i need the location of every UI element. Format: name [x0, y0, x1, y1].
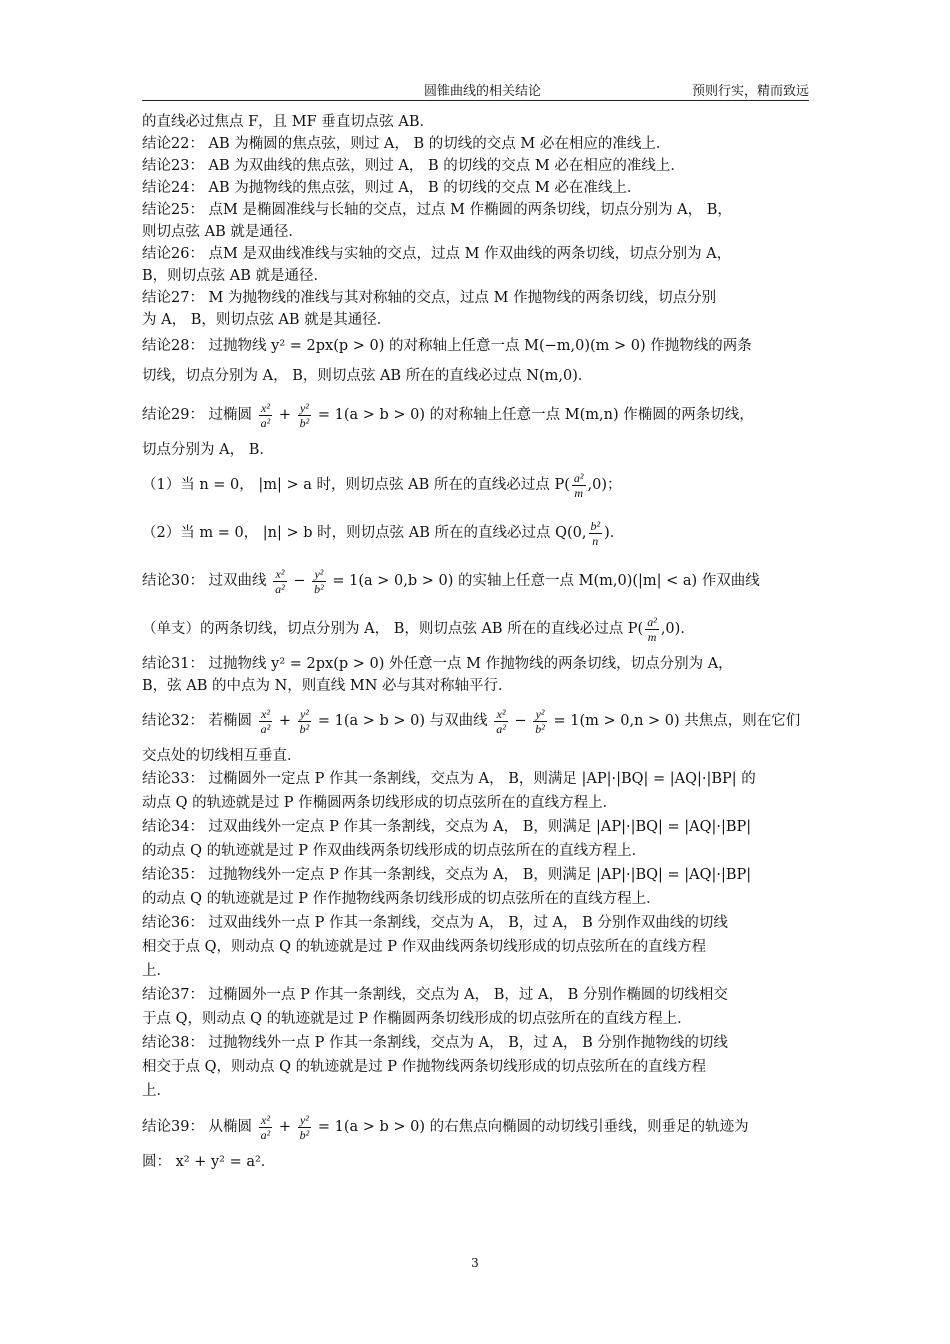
- fraction-denominator: b²: [535, 721, 545, 736]
- conclusion-30-continued: [142, 607, 814, 651]
- text-line: 的动点 Q 的轨迹就是过 P 作双曲线两条切线形成的切点弦所在的直线方程上．: [142, 843, 647, 859]
- text-line: 结论38： 过抛物线外一点 P 作其一条割线，交点为 A， B，过 A， B 分别作抛物线的切线: [142, 1035, 728, 1051]
- text-span: ,0)；: [587, 477, 622, 493]
- fraction-denominator: a²: [496, 721, 506, 736]
- text-line: 相交于点 Q，则动点 Q 的轨迹就是过 P 作双曲线两条切线形成的切点弦所在的直线方程: [142, 939, 707, 955]
- fraction-denominator: b²: [299, 721, 310, 736]
- text-line: 结论25： 点M 是椭圆准线与长轴的交点，过点 M 作椭圆的两条切线，切点分别为 A， B，: [142, 202, 732, 218]
- text-line: 切线，切点分别为 A， B，则切点弦 AB 所在的直线必过点 N(m,0)．: [142, 368, 593, 384]
- fraction: [494, 707, 508, 736]
- text-line: 结论27： M 为抛物线的准线与其对称轴的交点，过点 M 作抛物线的两条切线，切点分别: [142, 290, 717, 306]
- text-line: 结论33： 过椭圆外一定点 P 作其一条割线，交点为 A， B，则满足 |AP|·|BQ| = |AQ|·|BP| 的: [142, 771, 756, 787]
- text-line: 相交于点 Q，则动点 Q 的轨迹就是过 P 作抛物线两条切线形成的切点弦所在的直线方程: [142, 1059, 707, 1075]
- text-line: 结论31： 过抛物线 y² = 2px(p > 0) 外任意一点 M 作抛物线的两条切线，切点分别为 A，: [142, 656, 733, 672]
- operator: −: [509, 713, 532, 729]
- operator: +: [274, 407, 296, 423]
- conclusion-32: [142, 699, 814, 743]
- text-span: （单支）的两条切线，切点分别为 A， B，则切点弦 AB 所在的直线必过点 P(: [142, 621, 644, 637]
- text-line: 上．: [142, 963, 171, 979]
- fraction-denominator: b²: [314, 581, 324, 596]
- conclusion-29-case-2: [142, 511, 814, 555]
- fraction-denominator: b²: [299, 1127, 310, 1142]
- fraction-denominator: a²: [260, 1127, 271, 1142]
- text-span: = 1(a > b > 0) 与双曲线: [313, 713, 493, 729]
- text-line: 的直线必过焦点 F，且 MF 垂直切点弦 AB．: [142, 114, 435, 130]
- text-line: 动点 Q 的轨迹就是过 P 作椭圆两条切线形成的切点弦所在的直线方程上．: [142, 795, 618, 811]
- text-span: = 1(m > 0,n > 0) 共焦点，则在它们: [548, 713, 801, 729]
- text-line: 结论35： 过抛物线外一定点 P 作其一条割线，交点为 A， B，则满足 |AP|·|BQ| = |AQ|·|BP|: [142, 867, 752, 883]
- conclusion-30: [142, 559, 814, 603]
- header-motto: 预则行实，精而致远: [691, 84, 809, 99]
- document-body: [142, 113, 814, 1175]
- conclusion-39: [142, 1105, 814, 1149]
- fraction: [259, 707, 273, 736]
- fraction: [273, 567, 287, 596]
- fraction-numerator: a²: [647, 614, 657, 629]
- fraction-denominator: n: [592, 533, 599, 548]
- fraction-numerator: a²: [573, 470, 584, 485]
- text-span: ,0)．: [660, 621, 695, 637]
- fraction-numerator: x²: [259, 401, 273, 416]
- operator: −: [288, 573, 311, 589]
- text-line: 切点分别为 A， B．: [142, 442, 274, 458]
- fraction-numerator: x²: [273, 567, 287, 582]
- text-line: 结论36： 过双曲线外一点 P 作其一条割线，交点为 A， B，过 A， B 分别作双曲线的切线: [142, 915, 728, 931]
- conclusion-29: [142, 393, 814, 437]
- text-span: 结论39： 从椭圆: [142, 1119, 257, 1135]
- fraction-denominator: a²: [260, 415, 271, 430]
- fraction-numerator: x²: [259, 1113, 273, 1128]
- text-line: 结论34： 过双曲线外一定点 P 作其一条割线，交点为 A， B，则满足 |AP|·|BQ| = |AQ|·|BP|: [142, 819, 752, 835]
- text-span: （1）当 n = 0， |m| > a 时，则切点弦 AB 所在的直线必过点 P: [142, 477, 565, 493]
- text-line: 结论22： AB 为椭圆的焦点弦，则过 A， B 的切线的交点 M 必在相应的准线上．: [142, 136, 671, 152]
- fraction: [572, 471, 586, 500]
- text-line: 结论24： AB 为抛物线的焦点弦，则过 A， B 的切线的交点 M 必在准线上．: [142, 180, 642, 196]
- fraction-denominator: a²: [260, 721, 271, 736]
- fraction-numerator: y²: [312, 567, 326, 582]
- fraction-numerator: y²: [298, 401, 312, 416]
- page-number: 3: [471, 1256, 479, 1270]
- text-line: 圆： x² + y² = a²．: [142, 1154, 276, 1170]
- text-line: 交点处的切线相互垂直．: [142, 748, 302, 764]
- fraction-numerator: b²: [590, 518, 601, 533]
- fraction: [298, 401, 312, 430]
- fraction-numerator: y²: [533, 707, 547, 722]
- text-line: 上．: [142, 1083, 171, 1099]
- fraction: [533, 707, 547, 736]
- fraction-numerator: y²: [298, 1113, 312, 1128]
- fraction-denominator: m: [574, 485, 584, 500]
- text-line: 结论23： AB 为双曲线的焦点弦，则过 A， B 的切线的交点 M 必在相应的准线上．: [142, 158, 685, 174]
- text-span: （2）当 m = 0， |n| > b 时，则切点弦 AB 所在的直线必过点 Q(0,: [142, 525, 587, 541]
- text-line: 为 A， B，则切点弦 AB 就是其通径．: [142, 312, 392, 328]
- text-span: = 1(a > b > 0) 的右焦点向椭圆的动切线引垂线，则垂足的轨迹为: [313, 1119, 749, 1135]
- fraction-denominator: m: [647, 629, 657, 644]
- text-span: = 1(a > 0,b > 0) 的实轴上任意一点 M(m,0)(|m| < a) 作双曲线: [327, 573, 760, 589]
- fraction: [298, 1113, 312, 1142]
- fraction: [589, 519, 603, 548]
- fraction-numerator: x²: [494, 707, 508, 722]
- fraction-denominator: b²: [299, 415, 310, 430]
- text-line: B，则切点弦 AB 就是通径．: [142, 268, 328, 284]
- text-span: 结论29： 过椭圆: [142, 407, 257, 423]
- text-line: 结论37： 过椭圆外一点 P 作其一条割线，交点为 A， B，过 A， B 分别作椭圆的切线相交: [142, 987, 728, 1003]
- fraction-denominator: a²: [275, 581, 285, 596]
- text-line: 的动点 Q 的轨迹就是过 P 作作抛物线两条切线形成的切点弦所在的直线方程上．: [142, 891, 661, 907]
- fraction: [298, 707, 312, 736]
- operator: +: [274, 713, 296, 729]
- fraction: [645, 615, 659, 644]
- text-span: )．: [604, 525, 625, 541]
- text-line: B，弦 AB 的中点为 N，则直线 MN 必与其对称轴平行．: [142, 678, 513, 694]
- text-span: 结论30： 过双曲线: [142, 573, 272, 589]
- fraction-numerator: y²: [298, 707, 312, 722]
- operator: +: [274, 1119, 296, 1135]
- text-line: 于点 Q，则动点 Q 的轨迹就是过 P 作椭圆两条切线形成的切点弦所在的直线方程上．: [142, 1011, 692, 1027]
- text-span: 结论32： 若椭圆: [142, 713, 257, 729]
- text-line: 结论28： 过抛物线 y² = 2px(p > 0) 的对称轴上任意一点 M(−m,0)(m > 0) 作抛物线的两条: [142, 338, 752, 354]
- fraction: [312, 567, 326, 596]
- fraction: [259, 1113, 273, 1142]
- fraction: [259, 401, 273, 430]
- header-title: 圆锥曲线的相关结论: [424, 84, 542, 99]
- fraction-numerator: x²: [259, 707, 273, 722]
- page-header: [142, 80, 809, 101]
- text-line: 则切点弦 AB 就是通径．: [142, 224, 303, 240]
- conclusion-29-case-1: （1）当 n = 0， |m| > a 时，则切点弦 AB 所在的直线必过点 P( $\frac{\text{a²}}{m}$ ,0)；: [142, 470, 622, 500]
- text-line: 结论26： 点M 是双曲线准线与实轴的交点，过点 M 作双曲线的两条切线，切点分别为 A，: [142, 246, 732, 262]
- text-span: = 1(a > b > 0) 的对称轴上任意一点 M(m,n) 作椭圆的两条切线，: [313, 407, 754, 423]
